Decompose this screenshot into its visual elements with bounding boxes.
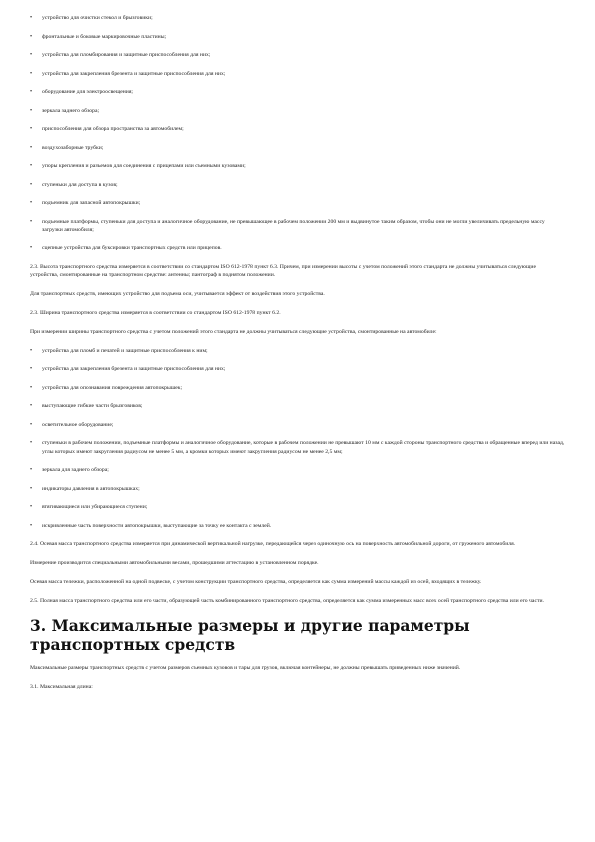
paragraph: 3.1. Максимальная длина: [30,683,93,690]
list-item-text: ступеньки в рабочем положении, подъемные платформы и аналогичное оборудование, которые в рабочем положении не превышают 10 мм с каждой стороны транспортного средства и обращенные вперед или назад, углы которых имеют закругления радиусом не менее 5 мм, а кромки которых имеют закругления радиусом не менее 2,5 мм; [42,440,565,455]
list-item [30,244,565,252]
list-item-text: устройства для закрепления брезента и защитные приспособления для них; [42,366,226,373]
list-item [30,181,565,189]
list-item-text: воздухозаборные трубки; [42,144,104,151]
list-item [30,365,565,373]
list-item-text: устройство для очистки стекол и брызговики; [42,15,153,21]
list-item [30,70,565,78]
bullet-icon: • [30,70,33,77]
list-item-text: фронтальные и боковые маркировочные пластины; [42,33,167,40]
paragraph: При измерении ширины транспортного средства с учетом положений этого стандарта не должны учитываться следующие устройства, смонтированные на автомобиле: [30,329,437,336]
list-item-text: оборудование для электроосвещения; [42,89,134,95]
bullet-icon: • [30,403,33,410]
list-item-text: зеркала заднего обзора; [42,107,100,114]
bullet-icon: • [30,107,33,114]
list-item-text: устройства для опознавания повреждения автопокрышек; [42,384,183,391]
paragraph: Для транспортных средств, имеющих устройство для подъема оси, учитывается эффект от воздействия этого устройства. [30,291,325,298]
list-item [30,503,565,511]
document-page [30,14,565,702]
list-item-text: зеркала для заднего обзора; [42,467,109,474]
list-item-text: подъемник для запасной автопокрышки; [42,200,141,206]
paragraph: Максимальные размеры транспортных средств с учетом размеров съемных кузовов и тары для грузов, включая контейнеры, не должны превышать приведенных ниже значений. [30,664,461,671]
bullet-icon: • [30,485,33,492]
list-item-text: индикаторы давления в автопокрышках; [42,485,140,492]
bullet-icon: • [30,126,33,132]
list-item-text: осветительное оборудование; [42,421,114,428]
bullet-icon: • [30,245,33,252]
list-item-text: приспособления для обзора пространства за автомобилем; [42,126,184,132]
section-heading: 3. Максимальные размеры и другие параметры транспортных средств [30,615,470,654]
list-item-text: устройства для пломб и печатей и защитные приспособления к ним; [42,347,208,354]
list-item [30,33,565,41]
bullet-icon: • [30,200,33,206]
bullet-icon: • [30,15,33,21]
bullet-icon: • [30,384,33,391]
paragraph: Измерение производится специальными автомобильными весами, прошедшими аттестацию в установленном порядке. [30,560,319,567]
bullet-icon: • [30,218,33,225]
list-item [30,199,565,207]
paragraph: 2.3. Высота транспортного средства измеряется в соответствии со стандартом ISO 612-1978 пункт 6.3. Причем, при измерении высоты с учетом положений этого стандарта не должны учитываться следующие устройства, смонтированные на транспортном средстве: антенны; пантограф в поднятом положении. [30,263,537,279]
bullet-icon: • [30,504,33,511]
list-item [30,14,565,22]
list-item [30,439,565,456]
list-item [30,162,565,170]
bullet-icon: • [30,89,33,95]
list-item-text: устройства для закрепления брезента и защитные приспособления для них; [42,70,226,77]
bullet-icon: • [30,440,33,447]
list-item-text: ступеньки для доступа в кузов; [42,181,118,188]
paragraph: 2.3. Ширина транспортного средства измеряется в соответствии со стандартом ISO 612-1978 пункт 6.2. [30,310,281,317]
list-item [30,107,565,115]
list-item-text: сцепные устройства для буксировки транспортных средств или прицепов. [42,245,222,252]
bullet-icon: • [30,347,33,354]
bullet-icon: • [30,33,33,40]
list-item-text: упоры крепления и разъемов для соединения с прицепами или съемными кузовами; [42,163,246,169]
list-item-text: втягивающиеся или убирающиеся ступени; [42,504,148,511]
bullet-icon: • [30,366,33,373]
list-item [30,347,565,355]
paragraph: 2.4. Осевая масса транспортного средства измеряется при динамической вертикальной нагрузке, передающейся через одиночную ось на поверхность автомобильной дороги, от груженого автомобиля. [30,541,516,548]
list-item [30,144,565,152]
list-item [30,218,565,235]
list-item-text: устройства для пломбирования и защитные приспособления для них; [42,52,211,58]
paragraph: 2.5. Полная масса транспортного средства или его части, образующей часть комбинированного транспортного средства, определяется как сумма измеренных масс всех осей транспортного средства или его части. [30,598,544,605]
list-item [30,522,565,530]
bullet-icon: • [30,181,33,188]
list-item [30,125,565,133]
list-item-text: искривленные часть поверхности автопокрышки, выступающие за точку ее контакта с землей. [42,522,272,529]
list-item [30,485,565,493]
list-item [30,402,565,410]
bullet-icon: • [30,467,33,474]
list-item-text: выступающие гибкие части брызговиков; [42,403,143,410]
list-item [30,88,565,96]
bullet-icon: • [30,522,33,529]
list-item [30,51,565,59]
bullet-icon: • [30,421,33,428]
bullet-icon: • [30,144,33,151]
bullet-icon: • [30,52,33,58]
paragraph: Осевая масса тележки, расположенной на одной подвеске, с учетом конструкции транспортного средства, определяется как сумма измерений массы каждой из осей, входящих в тележку. [30,579,482,586]
list-item [30,421,565,429]
list-item [30,384,565,392]
bullet-icon: • [30,163,33,169]
list-item-text: подъемные платформы, ступеньки для доступа и аналогичное оборудование, не превышающее в рабочем положении 200 мм и выдвинутое таким образом, чтобы они не могли увеличивать предельную массу загрузки автомобиля; [42,218,545,233]
list-item [30,466,565,474]
